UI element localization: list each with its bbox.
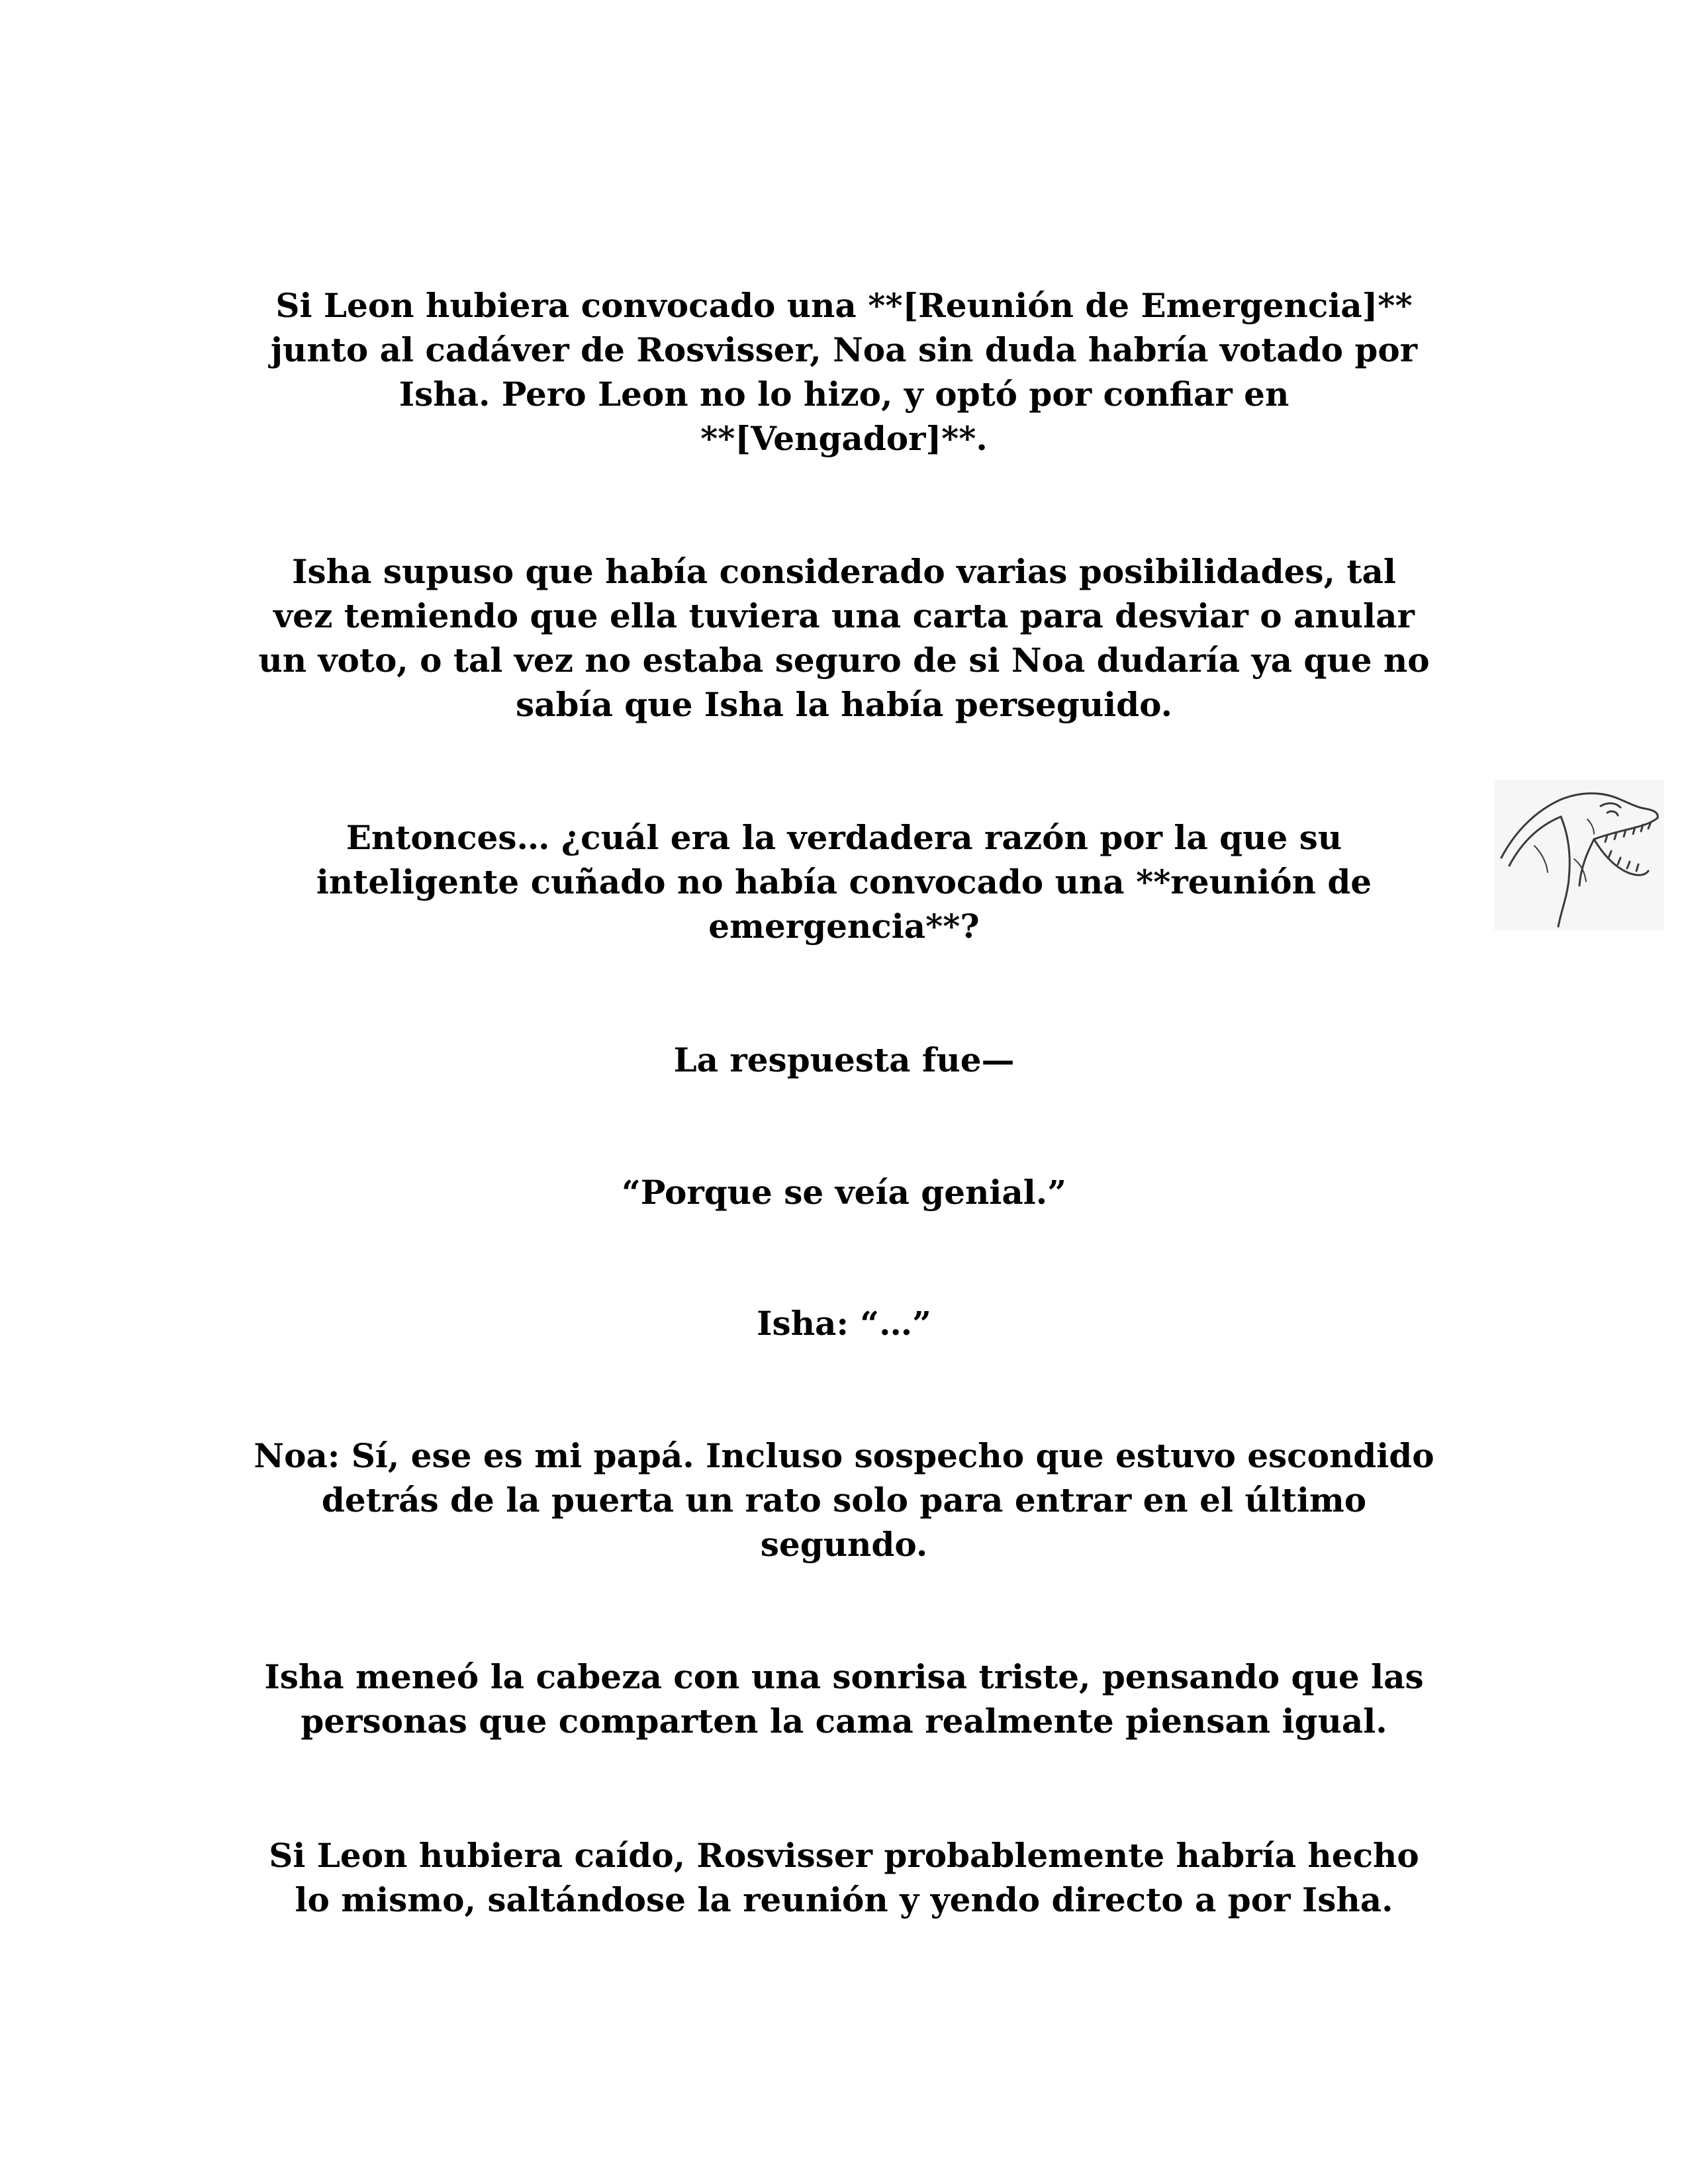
text-line: emergencia**? <box>708 907 980 946</box>
paragraph-3 <box>225 815 1463 948</box>
paragraph-6 <box>225 1301 1463 1345</box>
paragraph-2 <box>225 549 1463 727</box>
text-line: personas que comparten la cama realmente piensan igual. <box>301 1702 1387 1741</box>
text-line: sabía que Isha la había perseguido. <box>515 685 1173 724</box>
text-line: un voto, o tal vez no estaba seguro de si Noa dudaría ya que no <box>258 641 1430 680</box>
dinosaur-sketch-icon <box>1495 780 1664 931</box>
text-line: lo mismo, saltándose la reunión y yendo directo a por Isha. <box>295 1880 1393 1919</box>
text-line: “Porque se veía genial.” <box>622 1173 1066 1212</box>
text-line: Isha: “…” <box>757 1304 931 1343</box>
text-line: **[Vengador]**. <box>700 419 988 458</box>
paragraph-8 <box>225 1655 1463 1743</box>
text-line: detrás de la puerta un rato solo para entrar en el último <box>321 1480 1367 1520</box>
paragraph-5 <box>225 1170 1463 1214</box>
paragraph-1 <box>225 283 1463 461</box>
paragraph-4 <box>225 1038 1463 1082</box>
text-line: Isha supuso que había considerado varias posibilidades, tal <box>292 552 1396 591</box>
paragraph-9 <box>225 1833 1463 1922</box>
text-line: vez temiendo que ella tuviera una carta para desviar o anular <box>273 596 1415 635</box>
text-line: Isha. Pero Leon no lo hizo, y optó por confiar en <box>399 375 1289 414</box>
text-line: junto al cadáver de Rosvisser, Noa sin duda habría votado por <box>270 330 1418 369</box>
text-line: Si Leon hubiera convocado una **[Reunión de Emergencia]** <box>275 286 1413 325</box>
text-line: Noa: Sí, ese es mi papá. Incluso sospecho que estuvo escondido <box>254 1436 1434 1475</box>
paragraph-7 <box>225 1433 1463 1567</box>
text-line: La respuesta fue— <box>673 1040 1015 1079</box>
text-line: Entonces… ¿cuál era la verdadera razón por la que su <box>346 818 1342 857</box>
text-line: Si Leon hubiera caído, Rosvisser probablemente habría hecho <box>269 1836 1419 1875</box>
text-line: Isha meneó la cabeza con una sonrisa triste, pensando que las <box>264 1657 1424 1696</box>
text-line: segundo. <box>760 1525 928 1564</box>
text-line: inteligente cuñado no había convocado una **reunión de <box>316 862 1372 901</box>
